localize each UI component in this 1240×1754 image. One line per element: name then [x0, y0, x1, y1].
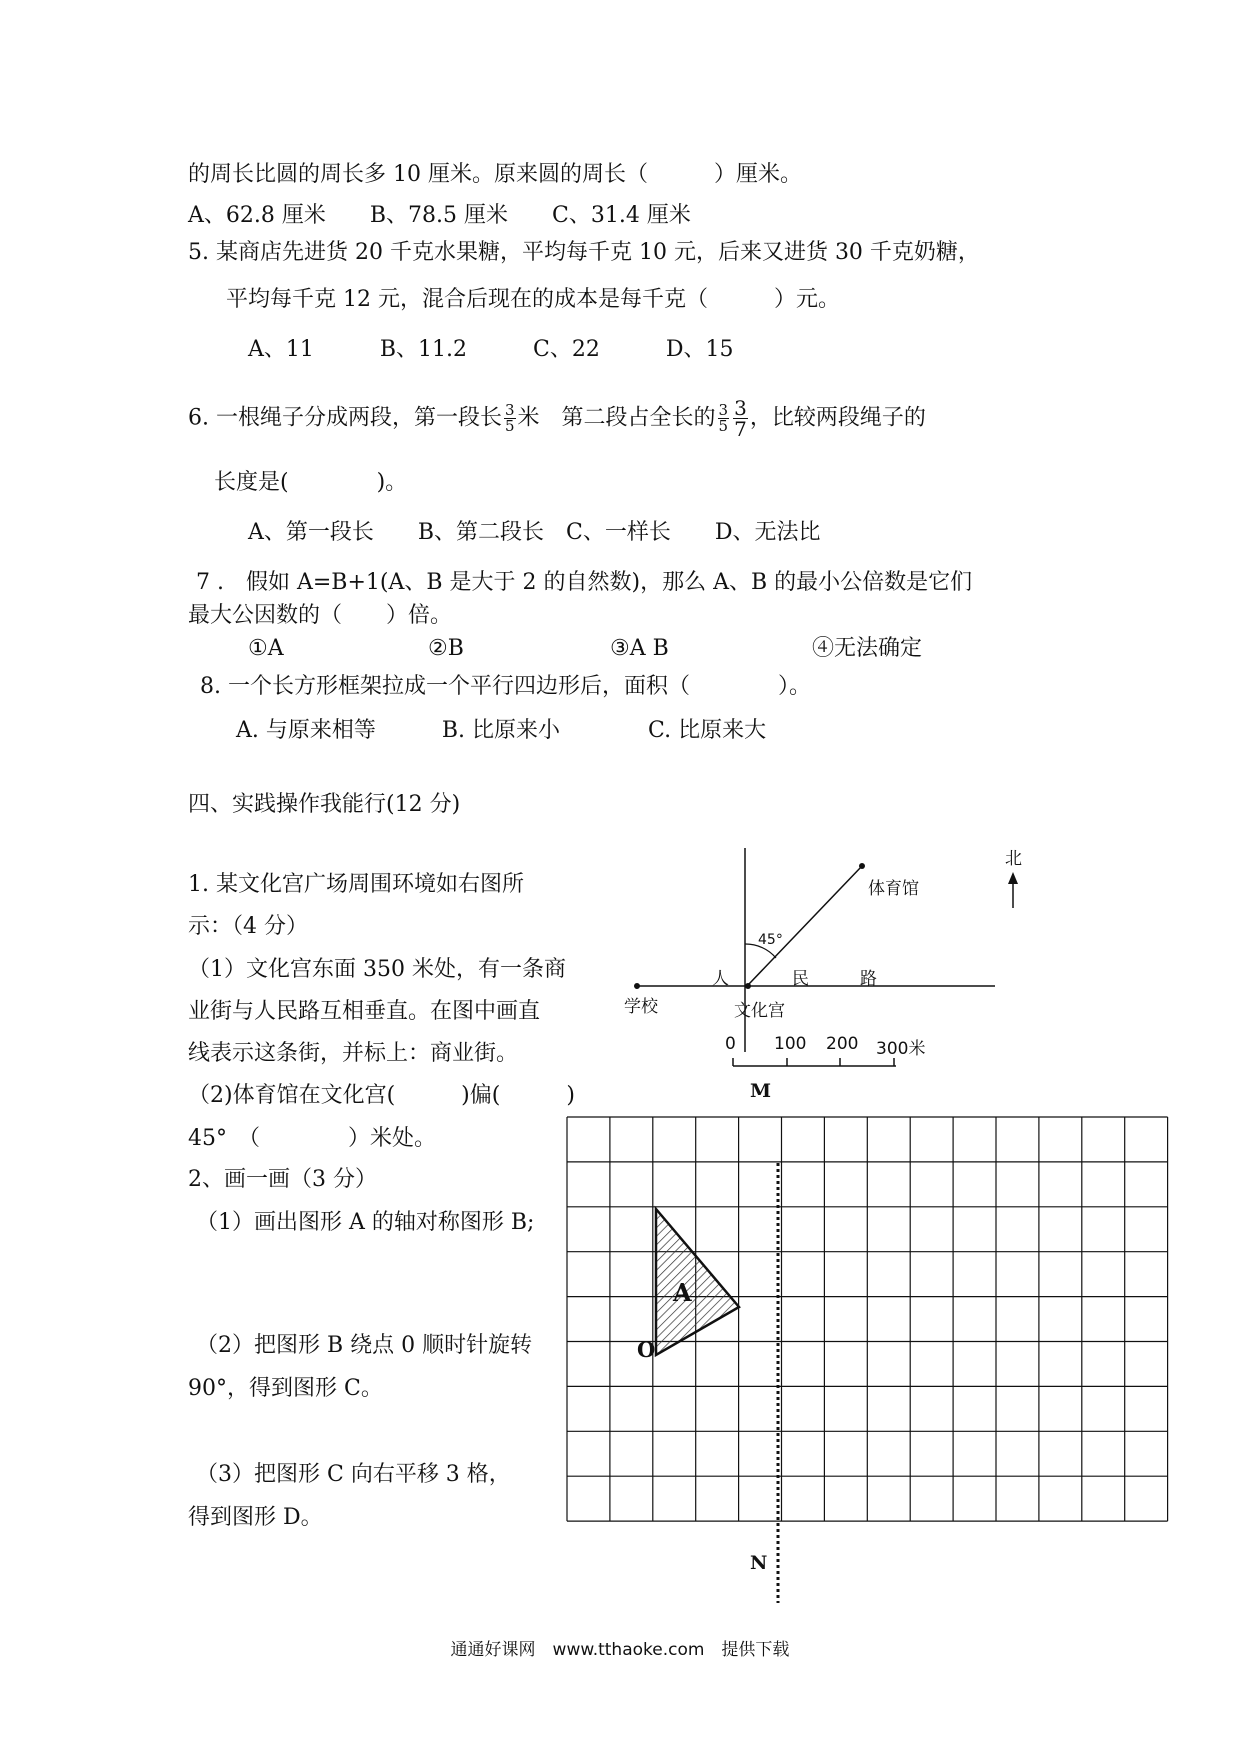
p1-line2: 示：（4 分） [188, 914, 308, 939]
stadium-point [859, 863, 865, 869]
q7-option-1: ①A [248, 636, 284, 661]
q8-line1: 8. 一个长方形框架拉成一个平行四边形后，面积（ ）。 [200, 674, 811, 699]
stadium-label: 体育馆 [868, 879, 919, 899]
angle-label: 45° [758, 932, 783, 948]
label-n: N [750, 1552, 768, 1574]
q7-option-3: ③A B [610, 636, 669, 661]
road-label-3: 路 [860, 969, 877, 989]
q4-options: A、62.8 厘米 B、78.5 厘米 C、31.4 厘米 [188, 203, 691, 228]
q6-fraction-1-num: 3 [504, 401, 515, 419]
p2-line4: 90°，得到图形 C。 [188, 1376, 383, 1401]
p2-line6: 得到图形 D。 [188, 1505, 323, 1530]
p2-line2: （1）画出图形 A 的轴对称图形 B; [196, 1210, 535, 1235]
p1-line3: （1）文化宫东面 350 米处，有一条商 [188, 957, 566, 982]
triangle-a [656, 1209, 739, 1355]
q6-fraction-2-den: 5 [718, 417, 729, 435]
scale-label-0: 0 [725, 1034, 736, 1054]
q6-part3: ，比较两段绳子的 [749, 405, 926, 431]
school-label: 学校 [624, 997, 658, 1017]
q6-part2: 米 第二段占全长的 [517, 405, 716, 431]
q6-line2: 长度是( )。 [214, 470, 408, 495]
palace-point [745, 983, 751, 989]
q7-option-2: ②B [428, 636, 464, 661]
q7-option-4: ④无法确定 [812, 636, 923, 661]
label-m: M [750, 1080, 772, 1102]
q6-options: A、第一段长 B、第二段长 C、一样长 D、无法比 [248, 520, 821, 545]
p1-line7: 45° （ ）米处。 [188, 1126, 436, 1151]
road-label-2: 民 [792, 969, 809, 989]
p2-line5: （3）把图形 C 向右平移 3 格， [196, 1462, 511, 1487]
palace-label: 文化宫 [734, 1001, 785, 1021]
p1-line4: 业街与人民路互相垂直。在图中画直 [188, 999, 541, 1024]
q8-options: A. 与原来相等 B. 比原来小 C. 比原来大 [236, 718, 767, 743]
north-arrow-icon [1008, 872, 1018, 884]
scale-label-300: 300米 [876, 1039, 926, 1059]
north-label: 北 [1005, 849, 1022, 869]
scale-label-200: 200 [826, 1034, 859, 1054]
school-point [634, 983, 640, 989]
road-label-1: 人 [712, 969, 729, 989]
p1-line5: 线表示这条街，并标上：商业街。 [188, 1041, 519, 1066]
footer-credit: 通通好课网 www.tthaoke.com 提供下载 [450, 1640, 790, 1660]
q7-line1: 7 . 假如 A=B+1(A、B 是大于 2 的自然数)，那么 A、B 的最小公倍数是它们 [196, 570, 973, 595]
q6-fraction-2-num: 3 [718, 401, 729, 419]
label-a: A [673, 1278, 692, 1307]
q6-fraction-1-den: 5 [504, 417, 515, 435]
p2-line3: （2）把图形 B 绕点 0 顺时针旋转 [196, 1333, 533, 1358]
q6-fraction-3-num: 3 [734, 396, 747, 420]
q5-line2: 平均每千克 12 元，混合后现在的成本是每千克（ ）元。 [226, 287, 840, 312]
p1-line1: 1. 某文化宫广场周围环境如右图所 [188, 872, 524, 897]
scale-label-100: 100 [774, 1034, 807, 1054]
section-title: 四、实践操作我能行(12 分) [188, 792, 461, 817]
label-o: O [637, 1337, 656, 1362]
q5-options: A、11 B、11.2 C、22 D、15 [248, 337, 734, 362]
q6-part1: 6. 一根绳子分成两段，第一段长 [188, 405, 502, 431]
q6-fraction-3-den: 7 [734, 417, 747, 441]
p2-line1: 2、画一画（3 分） [188, 1167, 377, 1192]
q4-text: 的周长比圆的周长多 10 厘米。原来圆的周长（ ）厘米。 [188, 162, 802, 187]
q7-line2: 最大公因数的（ ）倍。 [188, 603, 453, 628]
p1-line6: （2)体育馆在文化宫( )偏( ) [188, 1083, 575, 1108]
q5-line1: 5. 某商店先进货 20 千克水果糖，平均每千克 10 元，后来又进货 30 千克奶糖， [188, 240, 980, 265]
